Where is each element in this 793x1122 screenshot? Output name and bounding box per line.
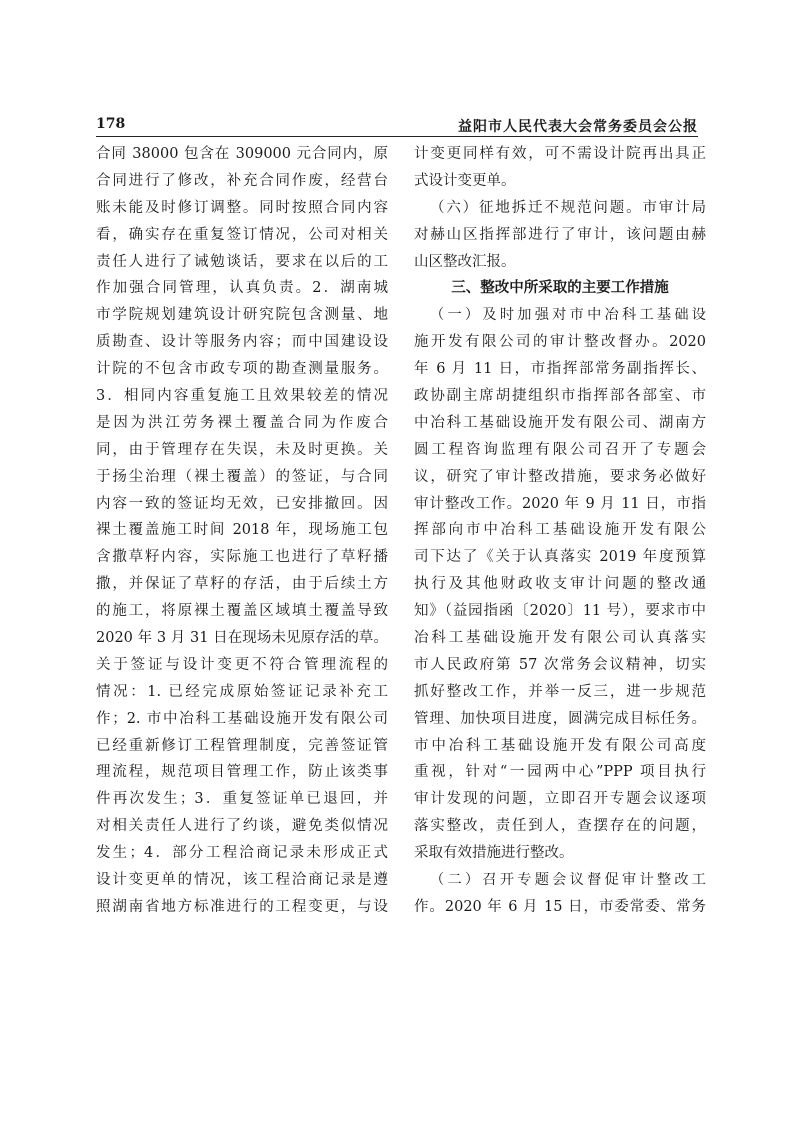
text-line: 中冶科工基础设施开发有限公司、湖南方 — [414, 414, 706, 431]
text-line: 内容一致的签证均无效，已安排撤回。因 — [96, 495, 388, 512]
text-line: 审计发现的问题，立即召开专题会议逐项 — [414, 791, 706, 808]
page-number: 178 — [96, 116, 126, 132]
text-line: 执行及其他财政收支审计问题的整改通 — [414, 576, 706, 593]
text-line: 看，确实存在重复签订情况，公司对相关 — [96, 226, 388, 243]
text-line: 同，由于管理存在失误，未及时更换。关 — [96, 441, 388, 458]
text-line: 理流程，规范项目管理工作，防止该类事 — [96, 764, 388, 781]
text-line: 计变更同样有效，可不需设计院再出具正 — [414, 146, 706, 162]
text-line: 作。2020 年 6 月 15 日，市委常委、常务 — [414, 898, 706, 915]
text-line: 件再次发生；3．重复签证单已退回，并 — [96, 791, 388, 808]
text-line: 司下达了《关于认真落实 2019 年度预算 — [414, 549, 706, 566]
subsection-heading: （一）及时加强对市中冶科工基础设 — [430, 307, 706, 324]
text-line: 落实整改，责任到人，查摆存在的问题， — [414, 818, 706, 835]
text-line: 已经重新修订工程管理制度，完善签证管 — [96, 737, 388, 754]
left-column — [96, 141, 388, 921]
text-line: 质勘查、设计等服务内容；而中国建设设 — [96, 334, 388, 351]
text-line: 山区整改汇报。 — [414, 253, 516, 270]
text-line: 市中冶科工基础设施开发有限公司高度 — [414, 737, 706, 754]
text-line: 2020 年 3 月 31 日在现场未见原存活的草。 — [96, 630, 388, 647]
text-line: 议，研究了审计整改措施，要求务必做好 — [414, 468, 706, 485]
journal-title: 益阳市人民代表大会常务委员会公报 — [458, 119, 698, 135]
text-line: 年 6 月 11 日，市指挥部常务副指挥长、 — [414, 361, 706, 378]
text-line: 含撒草籽内容，实际施工也进行了草籽播 — [96, 549, 388, 566]
text-line: 于扬尘治理（裸土覆盖）的签证，与合同 — [96, 468, 388, 485]
text-line: 市人民政府第 57 次常务会议精神，切实 — [414, 656, 706, 673]
text-line: 合同 38000 包含在 309000 元合同内，原 — [96, 146, 388, 162]
text-line: 政协副主席胡捷组织市指挥部各部室、市 — [414, 388, 706, 405]
text-line: 作；2. 市中冶科工基础设施开发有限公司 — [96, 710, 388, 727]
text-line: 情况：1. 已经完成原始签证记录补充工 — [96, 683, 388, 700]
text-line: 采取有效措施进行整改。 — [414, 845, 574, 862]
text-line: 挥部向市中冶科工基础设施开发有限公 — [414, 522, 706, 539]
text-line: 合同进行了修改，补充合同作废，经营台 — [96, 172, 388, 189]
text-line: 对赫山区指挥部进行了审计，该问题由赫 — [414, 226, 706, 243]
text-line: 设计变更单的情况，该工程洽商记录是遵 — [96, 872, 388, 889]
text-line: 式设计变更单。 — [414, 172, 516, 189]
section-heading: 三、整改中所采取的主要工作措施 — [451, 280, 669, 297]
text-line: 对相关责任人进行了约谈，避免类似情况 — [96, 818, 388, 835]
text-line: （六）征地拆迁不规范问题。市审计局 — [430, 199, 706, 216]
text-line: 知》（益园指函〔2020〕11 号），要求市中 — [414, 603, 706, 620]
subsection-heading: （二）召开专题会议督促审计整改工 — [430, 872, 706, 889]
text-line: 作加强合同管理，认真负责。2．湖南城 — [96, 280, 388, 297]
text-line: 重视，针对“一园两中心”PPP 项目执行 — [414, 764, 706, 781]
right-column — [414, 141, 706, 921]
text-line: 冶科工基础设施开发有限公司认真落实 — [414, 630, 706, 647]
text-line: 市学院规划建筑设计研究院包含测量、地 — [96, 307, 388, 324]
text-line: 账未能及时修订调整。同时按照合同内容 — [96, 199, 388, 216]
text-line: 责任人进行了诫勉谈话，要求在以后的工 — [96, 253, 388, 270]
text-line: 关于签证与设计变更不符合管理流程的 — [96, 656, 388, 673]
text-line: 裸土覆盖施工时间 2018 年，现场施工包 — [96, 522, 388, 539]
text-line: 撒，并保证了草籽的存活，由于后续土方 — [96, 576, 388, 593]
text-line: 管理、加快项目进度，圆满完成目标任务。 — [414, 710, 706, 727]
text-line: 照湖南省地方标准进行的工程变更，与设 — [96, 898, 388, 915]
text-line: 抓好整改工作，并举一反三，进一步规范 — [414, 683, 706, 700]
text-line: 的施工，将原裸土覆盖区域填土覆盖导致 — [96, 603, 388, 620]
text-line: 审计整改工作。2020 年 9 月 11 日，市指 — [414, 495, 706, 512]
text-line: 发生；4．部分工程洽商记录未形成正式 — [96, 845, 388, 862]
text-line: 3．相同内容重复施工且效果较差的情况 — [96, 388, 388, 405]
text-line: 圆工程咨询监理有限公司召开了专题会 — [414, 441, 706, 458]
text-line: 施开发有限公司的审计整改督办。2020 — [414, 334, 706, 351]
text-line: 是因为洪江劳务裸土覆盖合同为作废合 — [96, 414, 388, 431]
text-line: 计院的不包含市政专项的勘查测量服务。 — [96, 361, 388, 378]
page-header — [96, 114, 698, 137]
